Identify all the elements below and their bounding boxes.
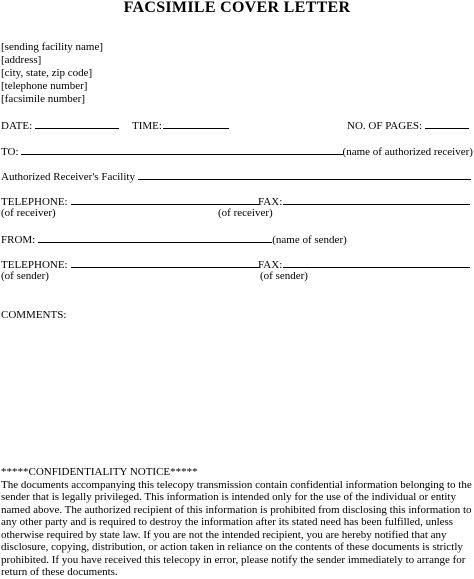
- comments-label: COMMENTS:: [1, 309, 67, 321]
- confidentiality-notice: [1, 466, 473, 579]
- sender-fax-field[interactable]: [283, 258, 470, 268]
- receiver-facility-field[interactable]: [138, 170, 471, 180]
- receiver-telephone-label: TELEPHONE:: [1, 196, 68, 208]
- sender-fax-hint: (of sender): [260, 270, 308, 282]
- to-label: TO:: [1, 146, 19, 158]
- sender-facility-name: [sending facility name]: [1, 41, 104, 53]
- pages-row: [347, 119, 469, 133]
- sender-telephone: [telephone number]: [1, 80, 88, 92]
- date-field[interactable]: [35, 119, 119, 129]
- to-row: [1, 145, 473, 159]
- sender-fax: [facsimile number]: [1, 93, 85, 105]
- time-row: [132, 119, 229, 133]
- sender-address: [address]: [1, 54, 42, 66]
- from-row: [1, 233, 347, 247]
- time-field[interactable]: [163, 119, 229, 129]
- sender-address-block: [1, 41, 103, 106]
- to-field[interactable]: [21, 145, 343, 155]
- sender-telephone-label: TELEPHONE:: [1, 259, 68, 271]
- page-title: FACSIMILE COVER LETTER: [123, 0, 351, 16]
- sender-telephone-hint: (of sender): [1, 270, 49, 282]
- receiver-facility-label: Authorized Receiver's Facility: [1, 171, 135, 183]
- sender-city-state-zip: [city, state, zip code]: [1, 67, 93, 79]
- date-label: DATE:: [1, 120, 33, 132]
- sender-telephone-field[interactable]: [71, 258, 259, 268]
- from-field[interactable]: [38, 233, 272, 243]
- receiver-fax-field[interactable]: [283, 195, 470, 205]
- receiver-telephone-hint: (of receiver): [1, 207, 56, 219]
- to-hint: (name of authorized receiver): [342, 146, 473, 158]
- sender-fax-label: FAX:: [258, 259, 283, 271]
- receiver-facility-row: [1, 170, 471, 184]
- receiver-fax-hint: (of receiver): [218, 207, 273, 219]
- time-label: TIME:: [132, 120, 162, 132]
- receiver-fax-label: FAX:: [258, 196, 283, 208]
- receiver-telephone-field[interactable]: [71, 195, 259, 205]
- confidentiality-text: The documents accompanying this telecopy transmission contain confidential information belonging to the sender that is legally privileged. This information is intended only for the use of the individual or entity named above. The authorized recipient of this information is prohibited from disclosing this information to any other party and is required to destroy the information after its stated need has been fulfilled, unless otherwise required by state law. If you are not the intended recipient, you are hereby notified that any disclosure, copying, distribution, or action taken in reliance on the contents of these documents is strictly prohibited. If you have received this telecopy in error, please notify the sender immediately to arrange for return of these documents.: [1, 478, 472, 578]
- from-hint: (name of sender): [272, 234, 347, 246]
- receiver-fax-row: [258, 195, 470, 209]
- pages-field[interactable]: [425, 119, 469, 129]
- from-label: FROM:: [1, 234, 36, 246]
- pages-label: NO. OF PAGES:: [347, 120, 423, 132]
- confidentiality-heading: *****CONFIDENTIALITY NOTICE*****: [1, 466, 198, 478]
- date-row: [1, 119, 119, 133]
